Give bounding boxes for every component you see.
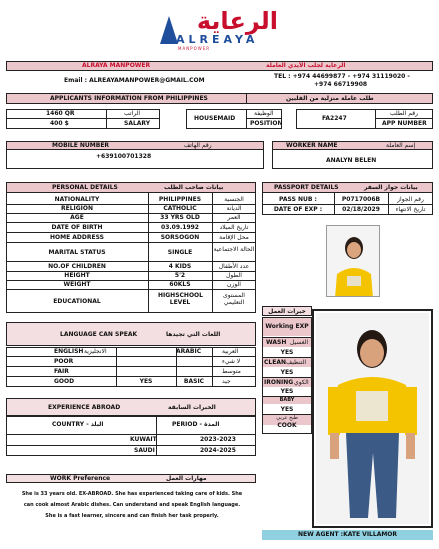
personal-row-en: RELIGION [60,205,94,212]
skill-value: YES [280,388,294,395]
passport-title-en: PASSPORT DETAILS [274,184,339,191]
personal-row-ar: الديانة [226,205,242,212]
personal-row-val: 33 YRS OLD [160,214,200,221]
lang-level: FAIR [54,368,69,375]
skills-title-ar: خبرات العمل [268,308,306,315]
tel-line-1: TEL : +974 44699877 - +974 31119020 - [274,73,410,80]
personal-row-en: HEIGHT [64,272,90,279]
personal-row-val: CATHOLIC [163,205,197,212]
personal-row-en: NATIONALITY [54,196,100,203]
new-agent-label: NEW AGENT :KATE VILLAMOR [297,531,398,538]
mobile-header [6,141,264,150]
personal-row-ar: العمر [227,214,241,221]
mobile-label-en: MOBILE NUMBER [52,142,110,149]
email-line: Email : ALREAYAMANPOWER@GMAIL.COM [64,77,205,84]
languages-title-en: LANGUAGE CAN SPEAK [60,331,138,338]
experience-header [6,398,256,416]
personal-row-ar: الوزن [227,281,241,288]
languages-title-ar: اللغات التي تجيدها [166,331,221,338]
passport-title-ar: بيانات جواز السفر [364,184,418,191]
lang-level-ar: متوسط [222,368,241,375]
experience-period: 2023-2023 [200,436,236,443]
work-pref-title-ar: مهارات العمل [166,475,207,482]
mobile-value: +639100701328 [96,153,152,160]
personal-row-en: MARITAL STATUS [48,249,106,256]
app-number-label-en: APP NUMBER [382,120,427,127]
lang-level-ar: جيد [222,378,231,385]
tel-line-2: +974 66719908 [314,81,368,88]
position-label-ar: الوظيفة [254,110,274,117]
personal-row-en: NO.OF CHILDREN [48,263,106,270]
skill-label-ar: الكوي [294,379,309,386]
experience-title-ar: الخبرات السابقة [168,404,216,411]
skill-label: BABY [279,397,295,403]
app-number-label-ar: رقم الطلب [390,110,418,117]
personal-row-ar: الطول [226,272,242,279]
logo-arabic: الرعاية [196,7,278,35]
personal-row-ar: تاريخ الميلاد [219,224,249,231]
worker-label-ar: إسم العاملة [386,142,416,149]
salary-label-ar: الراتب [124,110,141,117]
app-number-value: FA2247 [322,115,347,122]
personal-title-ar: بيانات صاحب الطلب [164,184,224,191]
applicants-title-ar: طلب عاملة منزلية من الفلبين [286,95,374,102]
personal-row-val: 5'2 [174,272,186,279]
logo-subtitle: MANPOWER [178,46,211,51]
summary-line-3: She is a fast learner, sincere and can finish her task properly. [45,513,219,519]
worker-photo-small [326,225,380,297]
skill-value: YES [280,349,294,356]
company-logo [160,7,280,52]
lang-level: GOOD [54,378,75,385]
worker-name-value: ANALYN BELEN [326,157,377,164]
arabic-label-en: ARABIC [176,348,202,355]
salary-value-qr: 1460 QR [46,110,75,117]
experience-period: 2024-2025 [200,447,236,454]
salary-label-en: SALARY [124,120,151,127]
passport-row-en: DATE OF EXP : [273,206,323,213]
skill-label-ar: طبخ عربي [276,415,298,421]
experience-country: SAUDI [134,447,155,454]
passport-row-ar: رقم الجواز [397,196,424,203]
personal-row-en: AGE [70,214,84,221]
personal-row-ar: الحالة الاجتماعية [213,246,255,253]
summary-line-2: can cook almost Arabic dishes. Can understand and speak English language. [23,502,241,508]
arabic-label-ar: العربية [222,348,239,355]
worker-photo-small-art [327,226,380,297]
passport-row-val: P0717006B [341,196,381,203]
logo-latin: ALREAYA [176,33,259,46]
lang-arabic-good: BASIC [183,378,205,385]
personal-row-val: 03.09.1992 [161,224,199,231]
experience-period-label: PERIOD - المدة [172,421,220,428]
personal-row-val: SINGLE [167,249,193,256]
position-value: HOUSEMAID [194,115,236,122]
experience-country: KUWAIT [130,436,157,443]
english-label-ar: الانجليزية [84,348,107,355]
personal-row-ar: المستوى التعليمي [223,292,245,306]
worker-photo-large-art [316,313,429,524]
passport-row-ar: تاريخ الانتهاء [395,206,426,213]
experience-country-label: COUNTRY - البلد [52,421,104,428]
personal-row-en: DATE OF BIRTH [51,224,103,231]
skill-label-ar: الغسيل [290,339,309,346]
skill-label: WASH [266,339,287,346]
skill-label: IRONING [264,379,294,386]
personal-title-en: PERSONAL DETAILS [52,184,118,191]
personal-row-ar: الجنسية [224,196,244,203]
personal-row-en: WEIGHT [63,281,91,288]
salary-value-usd: 400 $ [50,120,69,127]
summary-line-1: She is 33 years old. EX-ABROAD. She has experienced taking care of kids. She [21,491,243,497]
skill-value: YES [280,369,294,376]
company-name-ar: الرعاية لجلب الأيدي العاملة [266,62,346,69]
logo-a-mark [160,16,178,44]
experience-title-en: EXPERIENCE ABROAD [48,404,121,411]
lang-level-ar: لا شيء [222,358,241,365]
position-label-en: POSITION [250,120,283,127]
personal-row-en: HOME ADDRESS [50,234,104,241]
skill-label-ar: التنظيف [286,359,307,366]
work-pref-title-en: WORK Preference [50,475,111,482]
passport-row-en: PASS NUB : [279,196,317,203]
english-label-en: ENGLISH [54,348,84,355]
personal-row-val: SORSOGON [160,234,200,241]
skill-label: CLEAN [264,359,286,366]
mobile-label-ar: رقم الهاتف [184,142,212,149]
worker-label-en: WORKER NAME [286,142,338,149]
personal-row-ar: محل الإقامة [219,234,249,241]
applicants-title-en: APPLICANTS INFORMATION FROM PHILIPPINES [50,95,208,102]
personal-row-ar: عدد الأطفال [218,263,250,270]
personal-row-val: PHILIPPINES [158,196,202,203]
lang-english-good: YES [139,378,153,385]
passport-row-val: 02/18/2029 [342,206,380,213]
company-header-bar [6,61,433,71]
work-preference-header [6,474,256,483]
skill-value: YES [280,406,294,413]
company-name-en: ALRAYA MANPOWER [82,62,151,69]
skill-label: Working EXP [265,323,309,330]
lang-level: POOR [54,358,74,365]
skill-label: COOK [277,422,297,429]
personal-row-val: 4 KIDS [168,263,192,270]
personal-row-val: 60KLS [169,281,191,288]
worker-photo-large [316,313,429,524]
personal-row-val: HIGHSCHOOL LEVEL [158,292,203,306]
personal-row-en: EDUCATIONAL [53,298,101,305]
